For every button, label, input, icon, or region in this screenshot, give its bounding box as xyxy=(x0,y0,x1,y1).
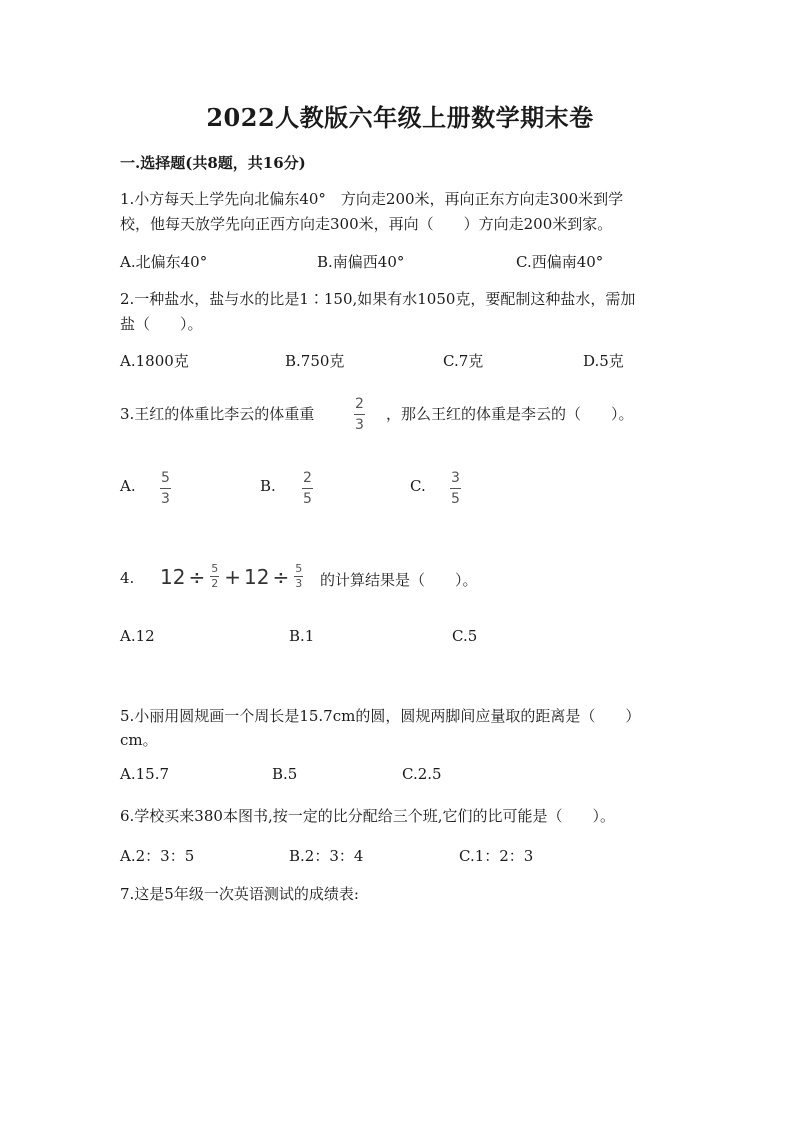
question-4-expression xyxy=(160,563,305,590)
question-4-option-a: A.12 xyxy=(120,627,155,645)
question-4-label: 4. xyxy=(120,569,135,587)
question-3-text-after: ，那么王红的体重是李云的（ ）。 xyxy=(386,405,634,423)
divide-symbol: ÷ xyxy=(272,564,290,589)
plus-symbol: + xyxy=(224,564,241,589)
section-heading: 一.选择题(共8题，共16分) xyxy=(120,154,306,172)
fraction-denominator: 2 xyxy=(211,577,219,590)
question-6-option-b: B.2：3：4 xyxy=(289,847,364,865)
question-2-line-2: 盐（ ）。 xyxy=(120,315,203,333)
fraction-numerator: 5 xyxy=(211,562,219,575)
question-7-line-1: 7.这是5年级一次英语测试的成绩表: xyxy=(120,885,359,903)
question-2-option-c: C.7克 xyxy=(443,352,484,370)
question-5-line-1: 5.小丽用圆规画一个周长是15.7cm的圆，圆规两脚间应量取的距离是（ ） xyxy=(120,707,641,725)
question-1-line-1: 1.小方每天上学先向北偏东40° 方向走200米，再向正东方向走300米到学 xyxy=(120,190,624,208)
question-3-text-before: 3.王红的体重比李云的体重重 xyxy=(120,405,315,423)
question-3-option-b-label: B. xyxy=(260,477,276,495)
question-3-option-c-label: C. xyxy=(410,477,426,495)
question-2-option-b: B.750克 xyxy=(285,352,345,370)
question-4-option-b: B.1 xyxy=(289,627,315,645)
question-1-line-2: 校，他每天放学先向正西方向走300米，再向（ ）方向走200米到家。 xyxy=(120,215,613,233)
fraction-numerator: 3 xyxy=(451,470,460,486)
page-title: 2022人教版六年级上册数学期末卷 xyxy=(206,103,594,132)
fraction-denominator: 5 xyxy=(303,491,312,507)
expr-operand: 12 xyxy=(243,564,270,589)
question-5-line-2: cm。 xyxy=(120,731,158,749)
question-5-option-b: B.5 xyxy=(272,765,298,783)
question-3-fraction xyxy=(354,396,365,433)
fraction-denominator: 3 xyxy=(295,577,303,590)
question-5-option-c: C.2.5 xyxy=(402,765,442,783)
divide-symbol: ÷ xyxy=(188,564,206,589)
question-4-text-after: 的计算结果是（ ）。 xyxy=(320,571,478,589)
question-4-option-c: C.5 xyxy=(452,627,478,645)
question-5-option-a: A.15.7 xyxy=(120,765,169,783)
question-6-option-c: C.1：2：3 xyxy=(459,847,534,865)
question-3-option-a-label: A. xyxy=(120,477,136,495)
question-6-line-1: 6.学校买来380本图书,按一定的比分配给三个班,它们的比可能是（ ）。 xyxy=(120,807,615,825)
fraction-numerator: 2 xyxy=(355,396,364,412)
fraction-numerator: 2 xyxy=(303,470,312,486)
question-3-option-b-fraction xyxy=(302,470,313,507)
question-2-option-d: D.5克 xyxy=(583,352,624,370)
question-6-option-a: A.2：3：5 xyxy=(120,847,195,865)
fraction-numerator: 5 xyxy=(295,562,303,575)
expr-operand: 12 xyxy=(160,564,186,589)
fraction-denominator: 3 xyxy=(355,417,364,433)
fraction-denominator: 3 xyxy=(161,491,170,507)
question-1-option-c: C.西偏南40° xyxy=(516,253,604,271)
question-3-option-a-fraction xyxy=(160,470,171,507)
fraction-denominator: 5 xyxy=(451,491,460,507)
question-2-line-1: 2.一种盐水，盐与水的比是1∶150,如果有水1050克，要配制这种盐水，需加 xyxy=(120,290,636,308)
question-1-option-a: A.北偏东40° xyxy=(120,253,208,271)
question-1-option-b: B.南偏西40° xyxy=(317,253,405,271)
fraction-numerator: 5 xyxy=(161,470,170,486)
question-3-option-c-fraction xyxy=(450,470,461,507)
question-2-option-a: A.1800克 xyxy=(120,352,189,370)
